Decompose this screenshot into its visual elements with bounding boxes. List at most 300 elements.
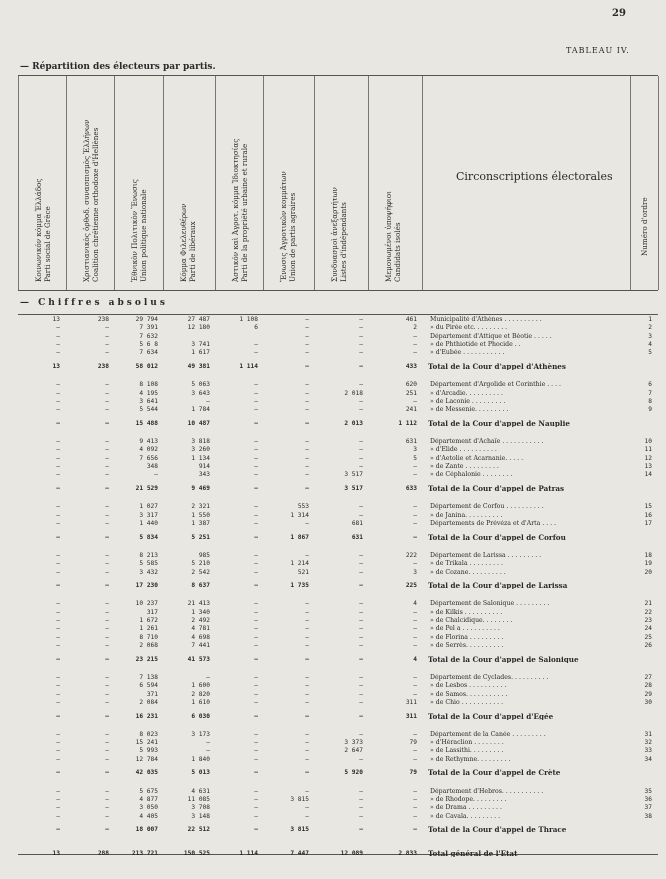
table-cell: 18 007 (135, 826, 158, 834)
table-cell: 6 594 (139, 682, 158, 690)
row-number: 31 (644, 730, 652, 738)
table-cell: — (105, 730, 109, 738)
column-header-greek: Ἐθνικὸν Πολιτικὸν Ἕνωσις (130, 179, 139, 282)
column-header (34, 179, 52, 282)
table-cell: 3 815 (290, 826, 309, 834)
table-cell: — (154, 471, 158, 479)
table-row (0, 796, 666, 803)
table-cell: 633 (405, 485, 417, 493)
table-cell: 58 012 (135, 362, 158, 370)
table-cell: — (105, 324, 109, 332)
table-cell: 49 381 (187, 362, 210, 370)
table-cell: — (56, 625, 60, 633)
table-cell: — (254, 787, 258, 795)
table-cell: 13 (52, 850, 60, 857)
table-cell: — (105, 739, 109, 747)
table-cell: 2 542 (191, 568, 210, 576)
circonscription-label: » de Cavala. . . . . . . . . (430, 812, 501, 820)
table-row (0, 788, 666, 795)
table-cell: — (413, 533, 417, 541)
column-header-french: Union politique nationale (139, 189, 148, 282)
table-cell: — (56, 568, 60, 576)
table-cell: — (305, 389, 309, 397)
table-cell: 7 634 (139, 349, 158, 357)
column-divider (422, 76, 423, 290)
table-cell: — (305, 682, 309, 690)
table-cell: — (56, 826, 60, 834)
table-cell: — (254, 673, 258, 681)
table-cell: — (105, 503, 109, 511)
table-cell: — (254, 804, 258, 812)
table-cell: — (105, 485, 109, 493)
row-number: 13 (644, 463, 652, 471)
total-label: Total de la Cour d'appel de Corfou (428, 533, 566, 541)
table-cell: — (305, 551, 309, 559)
table-cell: — (105, 812, 109, 820)
table-cell: — (56, 454, 60, 462)
row-number: 38 (644, 812, 652, 820)
table-cell: — (105, 519, 109, 527)
table-cell: — (56, 747, 60, 755)
table-cell: — (359, 755, 363, 763)
table-cell: — (254, 617, 258, 625)
table-cell: — (254, 551, 258, 559)
table-cell: 1 784 (191, 406, 210, 414)
table-cell: — (413, 796, 417, 804)
table-cell: — (56, 690, 60, 698)
table-cell: — (359, 511, 363, 519)
table-cell: — (254, 503, 258, 511)
row-number: 37 (644, 804, 652, 812)
chiffres-absolus-label: — Chiffres absolus (20, 298, 168, 308)
total-label: Total de la Cour d'appel de Crète (428, 769, 561, 777)
row-number: 22 (644, 608, 652, 616)
table-cell: 4 698 (191, 633, 210, 641)
table-cell: — (305, 739, 309, 747)
circonscription-label: » de Zante . . . . . . . . . (430, 463, 499, 471)
column-header (179, 204, 197, 282)
table-row (0, 739, 666, 746)
table-cell: — (206, 747, 210, 755)
table-cell: — (413, 397, 417, 405)
row-number: 19 (644, 560, 652, 568)
table-cell: 7 391 (139, 324, 158, 332)
table-cell: — (56, 633, 60, 641)
table-cell: 7 632 (139, 332, 158, 340)
column-divider (114, 76, 115, 290)
table-cell: — (56, 471, 60, 479)
table-cell: 1 617 (191, 349, 210, 357)
circonscription-label: » de Trikala . . . . . . . . . (430, 560, 503, 568)
table-row (0, 552, 666, 559)
row-number: 1 (648, 316, 652, 323)
table-row (0, 569, 666, 576)
table-cell: — (413, 625, 417, 633)
table-cell: — (105, 533, 109, 541)
table-cell: — (254, 560, 258, 568)
table-cell: 4 405 (139, 812, 158, 820)
table-row (0, 609, 666, 616)
table-total-row (0, 826, 666, 833)
table-cell: — (254, 397, 258, 405)
table-row (0, 341, 666, 348)
row-number: 7 (648, 389, 652, 397)
column-divider (314, 76, 315, 290)
table-cell: — (413, 340, 417, 348)
table-cell: 5 993 (139, 747, 158, 755)
circonscription-label: Départements de Prévéza et d'Arta . . . . (430, 519, 557, 527)
table-cell: — (254, 633, 258, 641)
table-cell: — (105, 446, 109, 454)
table-row (0, 691, 666, 698)
column-header-french: Coalition chrétienne orthodoxe d'Hellènes (91, 127, 100, 282)
table-cell: — (254, 568, 258, 576)
table-cell: — (359, 655, 363, 663)
column-divider (658, 76, 659, 290)
circonscription-label: » d'Eubée . . . . . . . . . . . (430, 349, 505, 357)
table-cell: 3 741 (191, 340, 210, 348)
table-cell: — (254, 533, 258, 541)
table-cell: — (254, 796, 258, 804)
table-cell: — (105, 796, 109, 804)
table-cell: 6 (254, 324, 258, 332)
table-cell: — (254, 755, 258, 763)
section-title: — Répartition des électeurs par partis. (20, 62, 216, 72)
table-cell: — (305, 406, 309, 414)
row-number: 9 (648, 406, 652, 414)
table-cell: — (254, 471, 258, 479)
circonscription-label: » de Florina . . . . . . . . . (430, 633, 504, 641)
table-row (0, 349, 666, 356)
table-cell: — (56, 511, 60, 519)
table-cell: 1 108 (239, 316, 258, 323)
table-cell: — (359, 316, 363, 323)
table-row (0, 455, 666, 462)
circonscription-label: » d'Aetolie et Acarnanie. . . . . (430, 454, 524, 462)
table-row (0, 398, 666, 405)
circonscription-label: » de Pel a . . . . . . . . . . (430, 625, 500, 633)
table-cell: 681 (351, 519, 363, 527)
table-cell: 7 441 (191, 642, 210, 650)
table-cell: 461 (405, 316, 417, 323)
table-total-row (0, 769, 666, 776)
table-cell: 3 373 (344, 739, 363, 747)
table-row (0, 446, 666, 453)
table-cell: — (56, 419, 60, 427)
table-cell: — (254, 511, 258, 519)
table-cell: 150 525 (183, 850, 210, 857)
table-cell: — (105, 600, 109, 608)
table-row (0, 682, 666, 689)
table-cell: — (413, 633, 417, 641)
column-divider (630, 76, 631, 290)
column-header-french: Parti de la propriété urbaine et rurale (240, 143, 249, 282)
table-cell: — (305, 463, 309, 471)
table-cell: — (359, 682, 363, 690)
table-cell: 2 018 (344, 389, 363, 397)
table-cell: 1 672 (139, 617, 158, 625)
table-cell: — (305, 655, 309, 663)
table-cell: — (56, 617, 60, 625)
table-cell: — (254, 739, 258, 747)
circonscription-label: Département de Salonique . . . . . . . . . (430, 600, 550, 608)
column-header-greek: Ἕνωσις Ἀγροτικῶν κομμάτων (279, 171, 288, 282)
table-cell: 631 (405, 438, 417, 446)
table-cell: 3 708 (191, 804, 210, 812)
table-cell: — (105, 698, 109, 706)
table-cell: — (254, 406, 258, 414)
column-divider (263, 76, 264, 290)
table-cell: — (56, 560, 60, 568)
column-header-french: Candidats isolés (393, 222, 402, 282)
table-cell: 22 512 (187, 826, 210, 834)
table-cell: — (359, 617, 363, 625)
table-cell: — (254, 485, 258, 493)
table-cell: 5 920 (344, 769, 363, 777)
table-cell: 10 237 (135, 600, 158, 608)
table-cell: 13 (52, 316, 60, 323)
column-header-french: Union de partis agraires (288, 192, 297, 282)
table-cell: — (105, 406, 109, 414)
table-row (0, 634, 666, 641)
table-cell: — (413, 804, 417, 812)
total-label: Total de la Cour d'appel de Patras (428, 485, 565, 493)
table-cell: — (305, 769, 309, 777)
table-cell: — (105, 438, 109, 446)
table-cell: — (105, 747, 109, 755)
table-cell: 13 (52, 362, 60, 370)
table-cell: — (413, 673, 417, 681)
table-cell: — (56, 349, 60, 357)
table-cell: 4 (413, 655, 417, 663)
table-cell: — (56, 804, 60, 812)
table-total-row (0, 485, 666, 492)
column-header (384, 191, 402, 282)
table-cell: 3 643 (191, 389, 210, 397)
column-header-greek: Κοινωνικόν κόμμα Ἑλλάδος (34, 178, 43, 282)
circonscription-label: » de Messenie. . . . . . . . . (430, 406, 509, 414)
table-cell: 3 050 (139, 804, 158, 812)
table-cell: — (359, 551, 363, 559)
circonscription-label: » de Rhodope. . . . . . . . . (430, 796, 507, 804)
table-cell: — (254, 625, 258, 633)
header-bottom-rule (18, 290, 658, 291)
table-cell: — (105, 769, 109, 777)
table-cell: — (105, 560, 109, 568)
table-cell: — (56, 642, 60, 650)
table-row (0, 324, 666, 331)
table-cell: 5 585 (139, 560, 158, 568)
table-cell: 620 (405, 381, 417, 389)
column-header (231, 139, 249, 282)
table-cell: — (305, 617, 309, 625)
table-row (0, 390, 666, 397)
table-cell: 17 230 (135, 582, 158, 590)
table-cell: — (305, 446, 309, 454)
row-number: 21 (644, 600, 652, 608)
table-cell: 317 (146, 608, 158, 616)
table-cell: — (359, 600, 363, 608)
table-cell: 12 180 (187, 324, 210, 332)
table-cell: — (56, 787, 60, 795)
table-cell: — (254, 690, 258, 698)
table-cell: 631 (351, 533, 363, 541)
table-cell: — (254, 642, 258, 650)
table-cell: 985 (198, 551, 210, 559)
table-row (0, 471, 666, 478)
table-cell: — (254, 698, 258, 706)
table-cell: — (305, 633, 309, 641)
table-cell: — (359, 582, 363, 590)
table-row (0, 438, 666, 445)
table-cell: — (105, 454, 109, 462)
table-cell: — (359, 406, 363, 414)
table-cell: 3 260 (191, 446, 210, 454)
table-cell: — (305, 787, 309, 795)
table-cell: — (254, 419, 258, 427)
table-cell: 15 488 (135, 419, 158, 427)
table-cell: 222 (405, 551, 417, 559)
table-cell: 4 877 (139, 796, 158, 804)
table-cell: — (305, 324, 309, 332)
table-cell: 238 (97, 362, 109, 370)
table-cell: — (105, 419, 109, 427)
table-cell: 4 (413, 600, 417, 608)
table-cell: — (56, 381, 60, 389)
table-cell: — (105, 397, 109, 405)
circonscription-label: Département de Corfou . . . . . . . . . . (430, 503, 544, 511)
table-cell: — (254, 582, 258, 590)
table-cell: — (254, 438, 258, 446)
table-row (0, 463, 666, 470)
table-cell: — (105, 381, 109, 389)
table-cell: 5 544 (139, 406, 158, 414)
row-number: 34 (644, 755, 652, 763)
table-cell: — (305, 332, 309, 340)
table-cell: — (413, 511, 417, 519)
table-row (0, 731, 666, 738)
circonscription-label: » de Kilkis . . . . . . . . . . (430, 608, 503, 616)
circonscription-label: Département de la Canée . . . . . . . . . (430, 730, 546, 738)
table-cell: 2 647 (344, 747, 363, 755)
column-header-french: Parti social de Grèce (43, 206, 52, 282)
row-number: 26 (644, 642, 652, 650)
row-number: 8 (648, 397, 652, 405)
table-cell: 27 487 (187, 316, 210, 323)
table-cell: — (359, 340, 363, 348)
table-cell: 8 637 (191, 582, 210, 590)
table-cell: — (56, 673, 60, 681)
table-cell: — (206, 397, 210, 405)
row-number: 5 (648, 349, 652, 357)
table-cell: — (56, 503, 60, 511)
circonscriptions-header: Circonscriptions électorales (456, 170, 613, 183)
table-cell: — (254, 712, 258, 720)
table-cell: 1 440 (139, 519, 158, 527)
table-cell: 3 517 (344, 485, 363, 493)
table-cell: 8 023 (139, 730, 158, 738)
table-cell: — (254, 747, 258, 755)
row-number: 23 (644, 617, 652, 625)
table-cell: 2 068 (139, 642, 158, 650)
total-label: Total de la Cour d'appel de Nauplie (428, 419, 570, 428)
row-number: 30 (644, 698, 652, 706)
table-cell: — (56, 551, 60, 559)
table-cell: 553 (297, 503, 309, 511)
table-total-row (0, 713, 666, 720)
table-cell: — (359, 381, 363, 389)
table-cell: 1 867 (290, 533, 309, 541)
table-cell: — (359, 332, 363, 340)
column-divider (66, 76, 67, 290)
table-cell: — (359, 446, 363, 454)
table-cell: — (305, 804, 309, 812)
table-cell: — (305, 690, 309, 698)
row-number: 25 (644, 633, 652, 641)
table-row (0, 406, 666, 413)
table-cell: — (305, 712, 309, 720)
table-cell: — (359, 625, 363, 633)
table-cell: — (413, 503, 417, 511)
table-cell: 1 112 (398, 419, 417, 427)
table-cell: — (359, 454, 363, 462)
table-cell: — (56, 796, 60, 804)
table-cell: — (305, 419, 309, 427)
table-cell: — (254, 655, 258, 663)
circonscription-label: » de Lassithi. . . . . . . . . (430, 747, 504, 755)
table-cell: 371 (146, 690, 158, 698)
table-cell: — (56, 582, 60, 590)
circonscription-label: » d'Élide . . . . . . . . . . (430, 446, 497, 454)
table-cell: — (56, 698, 60, 706)
table-cell: 2 084 (139, 698, 158, 706)
row-number: 12 (644, 454, 652, 462)
circonscription-label: » de Phthiotide et Phocide . . (430, 340, 521, 348)
circonscription-label: » de Cozane. . . . . . . . . . (430, 568, 506, 576)
table-cell: — (305, 600, 309, 608)
table-cell: — (254, 608, 258, 616)
table-row (0, 560, 666, 567)
row-number: 20 (644, 568, 652, 576)
table-cell: — (56, 438, 60, 446)
column-divider (215, 76, 216, 290)
table-cell: 2 492 (191, 617, 210, 625)
table-cell: — (305, 397, 309, 405)
table-cell: 3 517 (344, 471, 363, 479)
circonscription-label: Département de Larissa . . . . . . . . . (430, 551, 542, 559)
row-number: 18 (644, 551, 652, 559)
table-cell: 2 820 (191, 690, 210, 698)
circonscription-label: » de Drama . . . . . . . . . (430, 804, 502, 812)
table-row (0, 381, 666, 388)
table-cell: — (105, 826, 109, 834)
table-row (0, 520, 666, 527)
row-number: 14 (644, 471, 652, 479)
table-cell: — (105, 755, 109, 763)
table-cell: — (359, 560, 363, 568)
circonscription-label: » de Serrès. . . . . . . . . . (430, 642, 504, 650)
table-cell: — (254, 340, 258, 348)
table-cell: — (105, 551, 109, 559)
table-cell: — (56, 397, 60, 405)
table-cell: — (413, 755, 417, 763)
row-number: 27 (644, 673, 652, 681)
table-cell: 3 (413, 568, 417, 576)
table-cell: — (305, 642, 309, 650)
column-header-greek: Ἀστικόν καὶ Ἀγροτ. κόμμα Ἰδιοκτησίας (231, 138, 240, 282)
column-divider (18, 76, 19, 290)
table-cell: — (413, 349, 417, 357)
